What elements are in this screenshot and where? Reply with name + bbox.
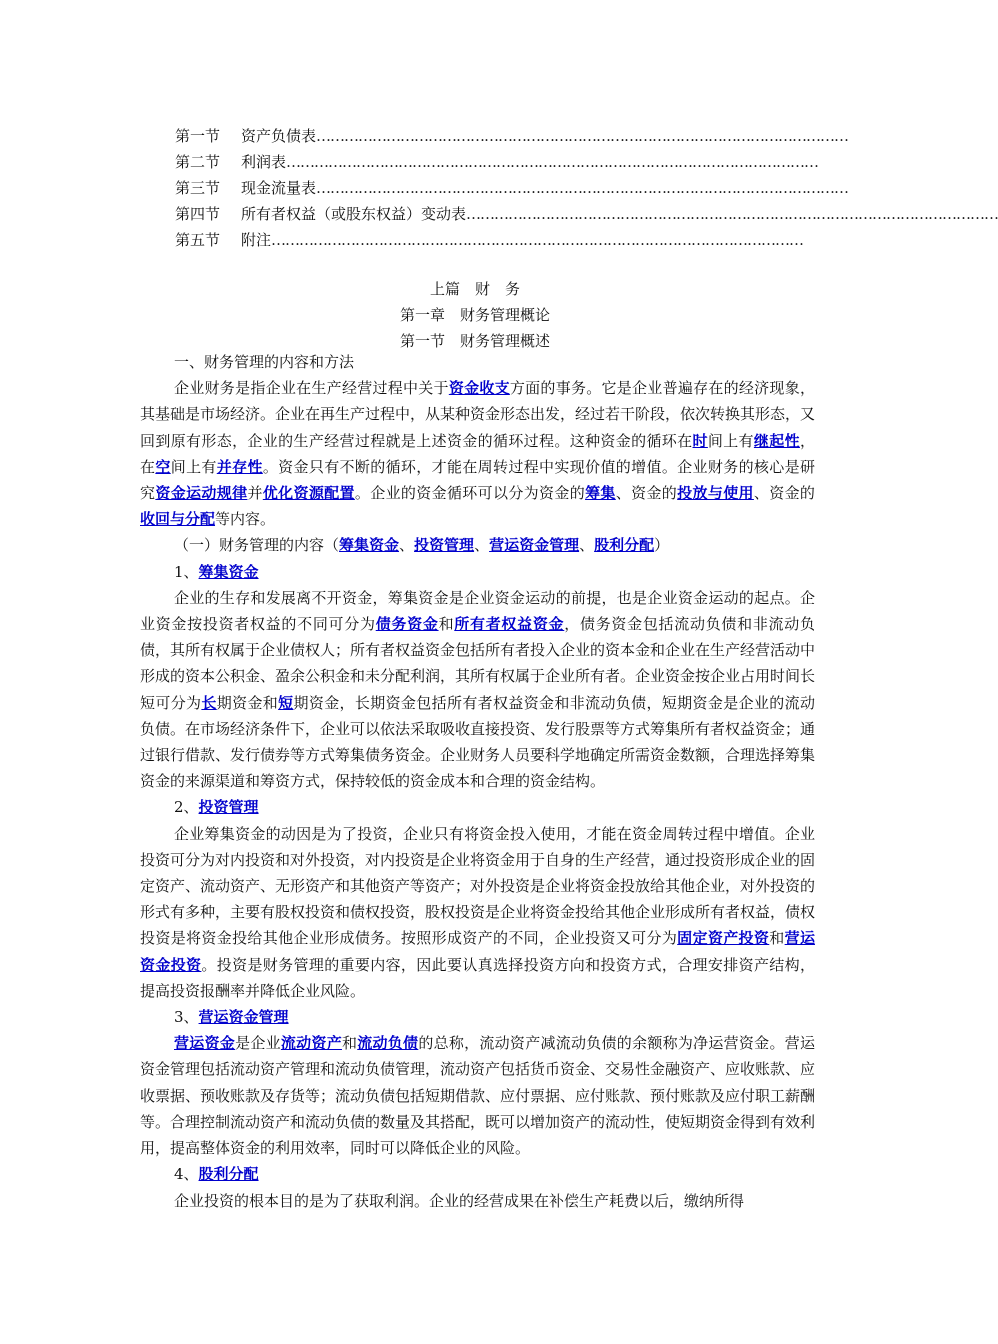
- toc-number: 第二节: [175, 153, 221, 171]
- subheading-content-methods: 一、财务管理的内容和方法: [174, 353, 355, 371]
- toc-leader: ……………………………………………………………………………………………………: [316, 127, 849, 145]
- link-h-investment-management[interactable]: 投资管理: [198, 798, 259, 817]
- heading-1: 1、筹集资金: [174, 562, 259, 581]
- link-h-working-capital[interactable]: 营运资金管理: [198, 1008, 289, 1027]
- toc-row[interactable]: [175, 175, 849, 201]
- link-debt-funds[interactable]: 债务资金: [375, 615, 439, 634]
- paragraph-working-capital: 营运资金是企业流动资产和流动负债的总称，流动资产减流动负债的余额称为净运营资金。营运资金管理包括流动资产管理和流动负债管理，流动资产包括货币资金、交易性金融资产、应收账款、应收票据、预收账款及存货等；流动负债包括短期借款、应付票据、应付账款、预付账款及应付职工薪酬等。合理控制流动资产和流动负债的数量及其搭配，既可以增加资产的流动性，使短期资金得到有效利用，提高整体资金的利用效率，同时可以降低企业的风险。: [140, 1034, 816, 1158]
- link-fixed-asset-investment[interactable]: 固定资产投资: [677, 929, 770, 948]
- toc-title: 现金流量表: [241, 179, 317, 197]
- toc-row[interactable]: [175, 123, 849, 149]
- link-current-assets[interactable]: 流动资产: [280, 1034, 342, 1053]
- toc-title: 附注: [241, 231, 272, 249]
- link-working-capital-investment[interactable]: 营运资金投资: [140, 929, 815, 974]
- subheading-contents: （一）财务管理的内容（筹集资金、投资管理、营运资金管理、股利分配）: [174, 536, 670, 555]
- link-investment-use[interactable]: 投放与使用: [677, 484, 754, 503]
- toc-leader: ……………………………………………………………………………………………………: [466, 205, 998, 223]
- toc-number: 第五节: [175, 231, 221, 249]
- part-title: 上篇 财 务: [429, 280, 520, 298]
- heading-4: 4、股利分配: [174, 1165, 259, 1184]
- toc-row[interactable]: [175, 149, 819, 175]
- paragraph-dividend: 企业投资的根本目的是为了获取利润。企业的经营成果在补偿生产耗费以后，缴纳所得: [174, 1191, 745, 1210]
- toc-row[interactable]: [175, 227, 804, 253]
- toc-leader: ……………………………………………………………………………………………………: [316, 179, 849, 197]
- toc-number: 第三节: [175, 179, 221, 197]
- headings: [140, 276, 810, 354]
- heading-2: 2、投资管理: [174, 798, 259, 817]
- paragraph-investment: 企业筹集资金的动因是为了投资，企业只有将资金投入使用，才能在资金周转过程中增值。企业投资可分为对内投资和对外投资，对内投资是企业将资金用于自身的生产经营，通过投资形成企业的固定资产、流动资产、无形资产和其他资产等资产；对外投资是企业将资金投放给其他企业，对外投资的形式有多种，主要有股权投资和债权投资，股权投资是企业将资金投给其他企业形成所有者权益，债权投资是将资金投给其他企业形成债务。按照形成资产的不同，企业投资又可分为固定资产投资和营运资金投资。投资是财务管理的重要内容，因此要认真选择投资方向和投资方式，合理安排资产结构，提高投资报酬率并降低企业风险。: [140, 824, 816, 1000]
- link-short[interactable]: 短: [278, 693, 294, 712]
- link-working-capital[interactable]: 营运资金: [174, 1034, 236, 1053]
- toc-leader: ……………………………………………………………………………………………………: [271, 231, 804, 249]
- section-title: 第一节 财务管理概述: [399, 332, 550, 350]
- link-investment-management[interactable]: 投资管理: [414, 536, 475, 555]
- link-raising[interactable]: 筹集: [585, 484, 616, 503]
- heading-3: 3、营运资金管理: [174, 1008, 289, 1027]
- link-dividend-distribution[interactable]: 股利分配: [594, 536, 655, 555]
- link-recovery-distribution[interactable]: 收回与分配: [140, 510, 216, 529]
- link-time[interactable]: 时: [692, 431, 708, 450]
- link-raising-funds[interactable]: 筹集资金: [339, 536, 400, 555]
- link-optimize-resources[interactable]: 优化资源配置: [262, 484, 355, 503]
- link-fund-receipts[interactable]: 资金收支: [448, 379, 510, 398]
- paragraph-enterprise-finance: 企业财务是指企业在生产经营过程中关于资金收支方面的事务。它是企业普遍存在的经济现象，其基础是市场经济。企业在再生产过程中，从某种资金形态出发，经过若干阶段，依次转换其形态，又回到原有形态，企业的生产经营过程就是上述资金的循环过程。这种资金的循环在时间上有继起性，在空间上有并存性。资金只有不断的循环，才能在周转过程中实现价值的增值。企业财务的核心是研究资金运动规律并优化资源配置。企业的资金循环可以分为资金的筹集、资金的投放与使用、资金的收回与分配等内容。: [140, 379, 816, 529]
- link-coexistence[interactable]: 并存性: [216, 457, 263, 476]
- table-of-contents: [175, 123, 998, 253]
- link-h-dividend[interactable]: 股利分配: [198, 1165, 259, 1184]
- link-equity-funds[interactable]: 所有者权益资金: [454, 615, 565, 634]
- toc-number: 第一节: [175, 127, 221, 145]
- link-working-capital-management[interactable]: 营运资金管理: [489, 536, 580, 555]
- paragraph-raising-funds: 企业的生存和发展离不开资金，筹集资金是企业资金运动的前提，也是企业资金运动的起点。企业资金按投资者权益的不同可分为债务资金和所有者权益资金，债务资金包括流动负债和非流动负债，其所有权属于企业债权人；所有者权益资金包括所有者投入企业的资本金和企业在生产经营活动中形成的资本公积金、盈余公积金和未分配利润，其所有权属于企业所有者。企业资金按企业占用时间长短可分为长期资金和短期资金，长期资金包括所有者权益资金和非流动负债，短期资金是企业的流动负债。在市场经济条件下，企业可以依法采取吸收直接投资、发行股票等方式筹集所有者权益资金；通过银行借款、发行债券等方式筹集债务资金。企业财务人员要科学地确定所需资金数额，合理选择筹集资金的来源渠道和筹资方式，保持较低的资金成本和合理的资金结构。: [140, 588, 816, 791]
- toc-leader: ……………………………………………………………………………………………………: [286, 153, 819, 171]
- toc-number: 第四节: [175, 205, 221, 223]
- link-long[interactable]: 长: [201, 693, 217, 712]
- toc-title: 利润表: [241, 153, 287, 171]
- toc-row[interactable]: [175, 201, 998, 227]
- link-h-raising-funds[interactable]: 筹集资金: [198, 562, 259, 581]
- toc-title: 所有者权益（或股东权益）变动表: [241, 205, 467, 223]
- chapter-title: 第一章 财务管理概论: [399, 306, 550, 324]
- link-space[interactable]: 空: [155, 457, 171, 476]
- toc-title: 资产负债表: [241, 127, 317, 145]
- body-text: [140, 349, 815, 1214]
- link-current-liabilities[interactable]: 流动负债: [357, 1034, 419, 1053]
- link-continuity[interactable]: 继起性: [753, 431, 800, 450]
- link-fund-movement-law[interactable]: 资金运动规律: [155, 484, 248, 503]
